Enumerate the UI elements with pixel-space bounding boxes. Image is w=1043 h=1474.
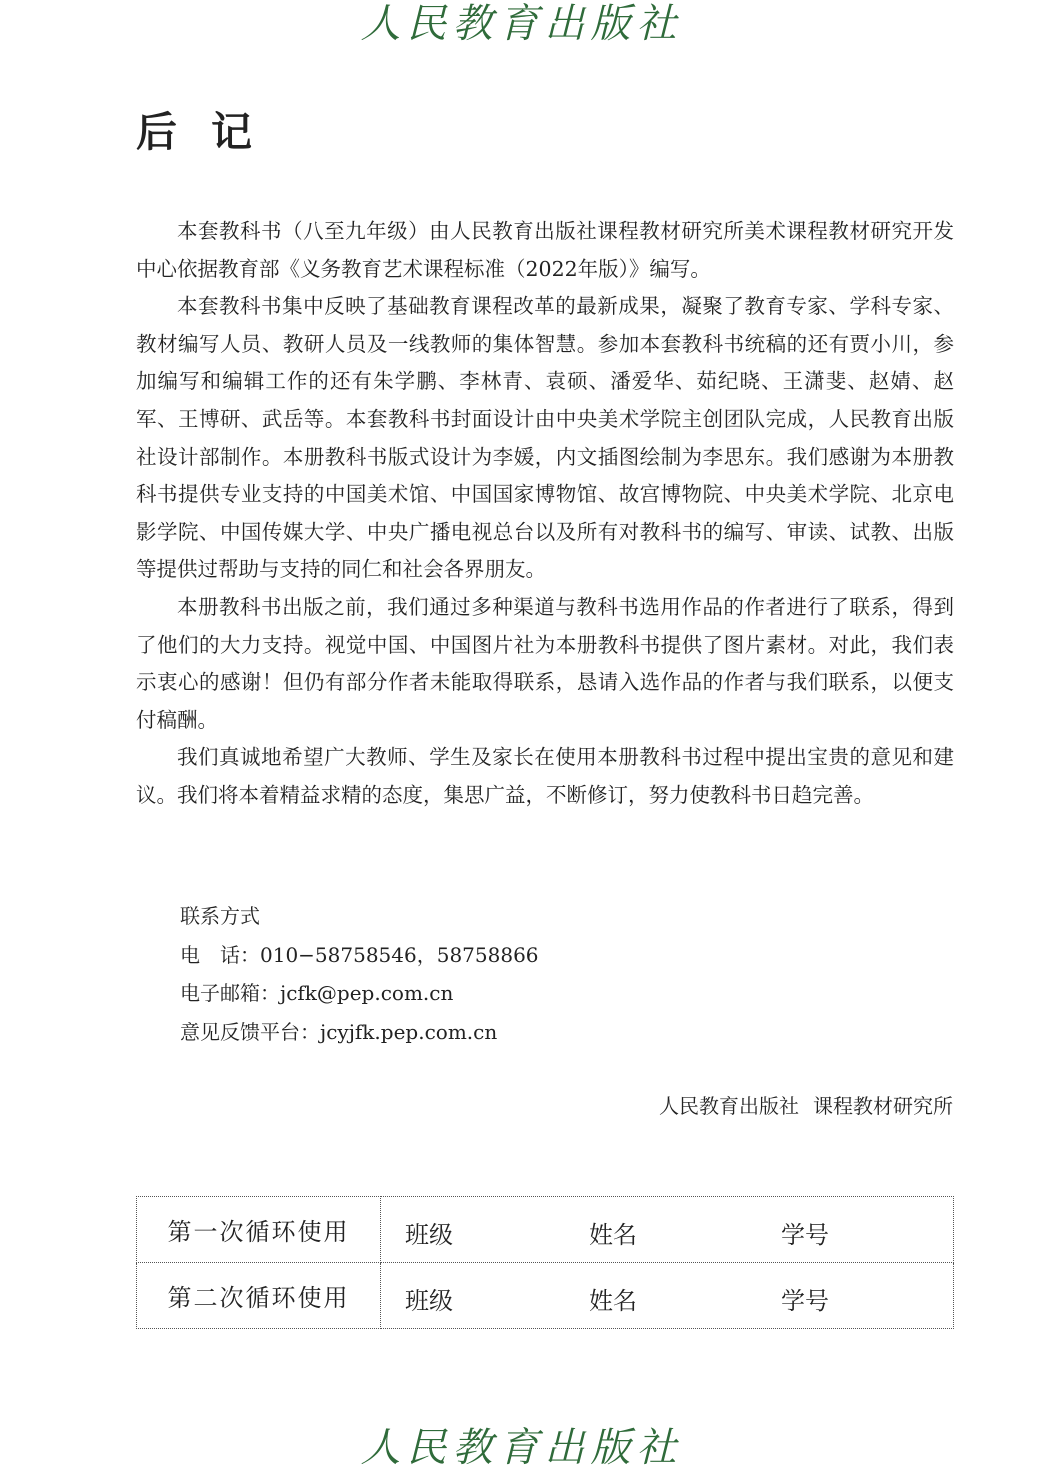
table-row [137,1197,954,1263]
usage-fields-cell [381,1263,954,1329]
name-field-label: 姓名 [589,1221,637,1249]
name-field-label: 姓名 [589,1287,637,1315]
afterword-body [136,213,954,815]
paragraph-4: 我们真诚地希望广大教师、学生及家长在使用本册教科书过程中提出宝贵的意见和建议。我们将本着精益求精的态度，集思广益，不断修订，努力使教科书日趋完善。 [136,745,954,807]
signature-publisher: 人民教育出版社 [659,1094,799,1118]
contact-info [180,897,539,1051]
paragraph-3: 本册教科书出版之前，我们通过多种渠道与教科书选用作品的作者进行了联系，得到了他们的大力支持。视觉中国、中国图片社为本册教科书提供了图片素材。对此，我们表示衷心的感谢！但仍有部分作者未能取得联系，恳请入选作品的作者与我们联系，以便支付稿酬。 [136,594,954,732]
contact-heading: 联系方式 [180,904,260,928]
publisher-logo-footer: 人民教育出版社 [360,1425,683,1471]
class-field-label: 班级 [405,1221,453,1249]
paragraph-2: 本套教科书集中反映了基础教育课程改革的最新成果，凝聚了教育专家、学科专家、教材编写人员、教研人员及一线教师的集体智慧。参加本套教科书统稿的还有贾小川，参加编写和编辑工作的还有朱学鹏、李林青、袁硕、潘爱华、茹纪晓、王潇斐、赵婧、赵军、王博研、武岳等。本套教科书封面设计由中央美术学院主创团队完成，人民教育出版社设计部制作。本册教科书版式设计为李媛，内文插图绘制为李思东。我们感谢为本册教科书提供专业支持的中国美术馆、中国国家博物馆、故宫博物院、中央美术学院、北京电影学院、中国传媒大学、中央广播电视总台以及所有对教科书的编写、审读、试教、出版等提供过帮助与支持的同仁和社会各界朋友。 [136,294,954,582]
paragraph-1: 本套教科书（八至九年级）由人民教育出版社课程教材研究所美术课程教材研究开发中心依据教育部《义务教育艺术课程标准（2022年版）》编写。 [136,219,954,281]
class-field-label: 班级 [405,1287,453,1315]
student-id-field-label: 学号 [781,1221,829,1249]
usage-cycle-label: 第二次循环使用 [137,1263,381,1329]
usage-fields-cell [381,1197,954,1263]
publisher-logo-header: 人民教育出版社 [360,1,683,47]
table-row [137,1263,954,1329]
page-title: 后记 [136,108,286,156]
student-id-field-label: 学号 [781,1287,829,1315]
contact-email: 电子邮箱：jcfk@pep.com.cn [180,981,454,1005]
usage-cycle-label: 第一次循环使用 [137,1197,381,1263]
signature [659,1088,953,1124]
contact-phone: 电 话：010−58758546，58758866 [180,942,539,967]
signature-institute: 课程教材研究所 [813,1094,953,1118]
contact-feedback: 意见反馈平台：jcyjfk.pep.com.cn [180,1019,498,1044]
usage-record-table [136,1196,954,1329]
